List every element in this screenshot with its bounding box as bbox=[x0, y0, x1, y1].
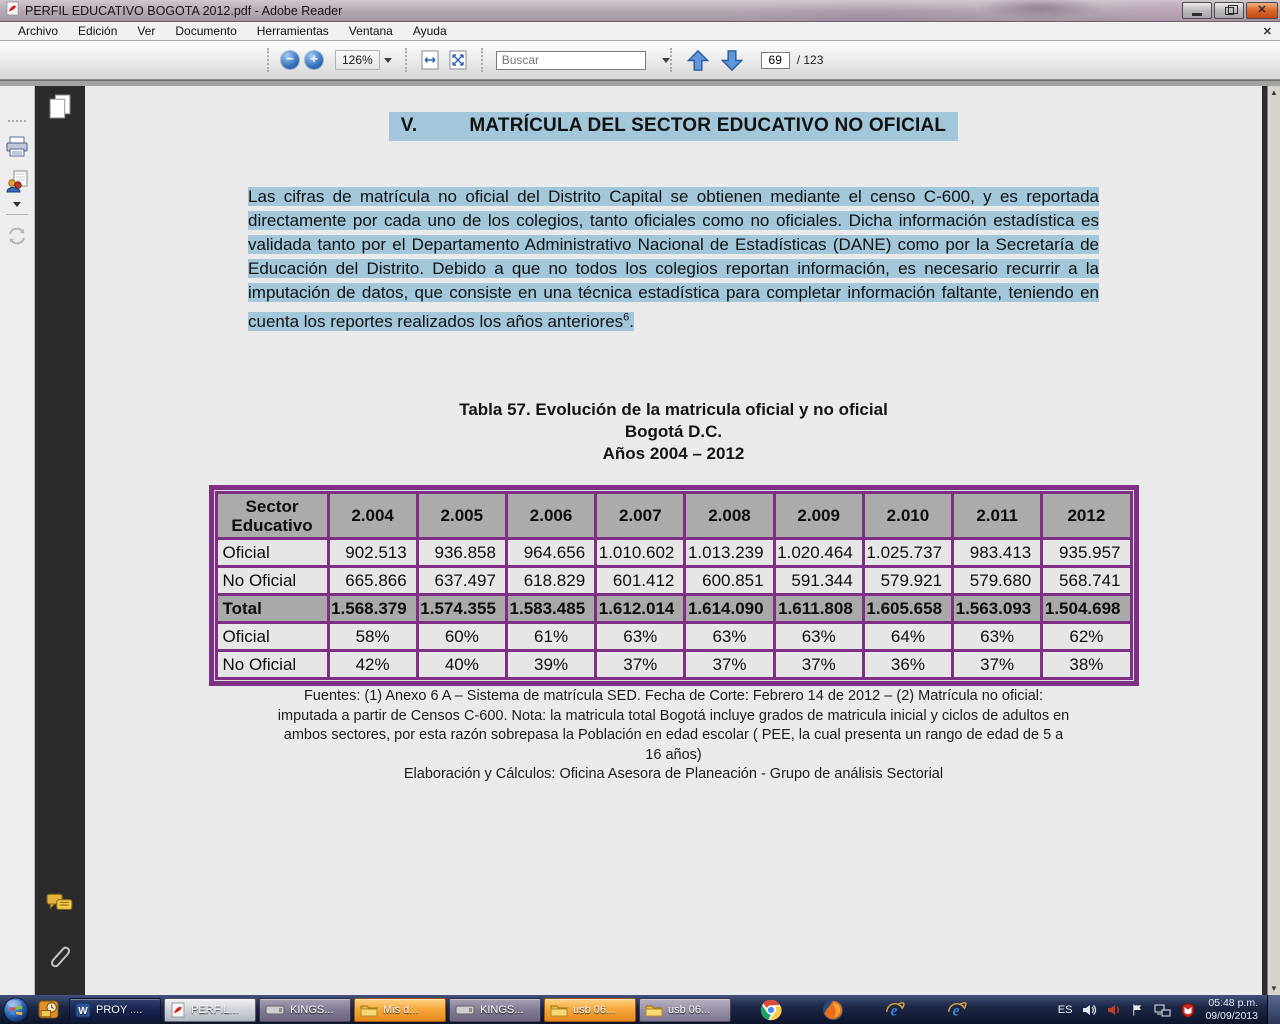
footnote-reference: 6 bbox=[623, 311, 630, 323]
show-desktop-button[interactable] bbox=[1267, 995, 1280, 1024]
word-icon bbox=[75, 1002, 91, 1018]
section-numeral: V. bbox=[400, 115, 418, 136]
table-caption bbox=[85, 399, 1262, 465]
body-paragraph bbox=[248, 185, 1099, 334]
menu-documento[interactable]: Documento bbox=[175, 24, 237, 38]
antivirus-shield-icon[interactable] bbox=[1180, 1002, 1196, 1018]
pages-panel-icon[interactable] bbox=[46, 93, 73, 125]
clock[interactable] bbox=[1205, 997, 1258, 1022]
taskbar-button[interactable] bbox=[354, 998, 446, 1022]
taskbar-buttons bbox=[69, 998, 731, 1022]
toolbar-grip bbox=[481, 48, 483, 72]
menu-ayuda[interactable]: Ayuda bbox=[412, 24, 447, 38]
tray-time: 05:48 p.m. bbox=[1208, 997, 1258, 1009]
search-dropdown-icon[interactable] bbox=[662, 52, 670, 69]
table-cell: 579.921 bbox=[863, 567, 952, 595]
taskbar-button[interactable] bbox=[449, 998, 541, 1022]
table-cell: 964.656 bbox=[506, 539, 595, 567]
window-controls bbox=[1182, 2, 1278, 19]
column-header: Sector Educativo bbox=[216, 493, 328, 539]
table-cell: 37% bbox=[685, 651, 774, 679]
drive-icon bbox=[265, 1003, 285, 1017]
menu-bar bbox=[0, 22, 1280, 41]
table-cell: 637.497 bbox=[417, 567, 506, 595]
collaborate-button[interactable] bbox=[5, 170, 29, 199]
table-cell: 618.829 bbox=[506, 567, 595, 595]
menu-herramientas[interactable]: Herramientas bbox=[256, 24, 329, 38]
close-icon: ✕ bbox=[1257, 4, 1267, 16]
comments-panel-icon[interactable] bbox=[46, 892, 74, 921]
restore-icon bbox=[1225, 7, 1234, 15]
table-cell: 62% bbox=[1042, 623, 1131, 651]
zoom-out-button[interactable]: − bbox=[281, 51, 299, 69]
toolbar-grip bbox=[8, 120, 26, 122]
taskbar-button-label: KINGS... bbox=[290, 1003, 334, 1016]
column-header: 2.007 bbox=[596, 493, 685, 539]
table-cell: 579.680 bbox=[953, 567, 1042, 595]
table-row bbox=[216, 567, 1131, 595]
page-number-field[interactable] bbox=[761, 52, 790, 69]
outlook-icon[interactable] bbox=[38, 999, 59, 1020]
page-count-label: / 123 bbox=[796, 53, 824, 67]
table-cell: 1.025.737 bbox=[863, 539, 952, 567]
taskbar-button[interactable] bbox=[639, 998, 731, 1022]
taskbar-button[interactable] bbox=[69, 998, 161, 1022]
source-note-line: ambos sectores, por esta razón sobrepasa la Población en edad escolar ( PEE, la cual presenta un rango de edad de 5 a bbox=[283, 727, 1064, 743]
table-cell: 1.013.239 bbox=[685, 539, 774, 567]
table-frame bbox=[209, 485, 1139, 686]
minimize-button[interactable] bbox=[1182, 2, 1212, 19]
close-document-icon[interactable]: ✕ bbox=[1262, 25, 1272, 38]
table-cell: 665.866 bbox=[328, 567, 417, 595]
table-cell: 935.957 bbox=[1042, 539, 1131, 567]
ie-icon[interactable] bbox=[946, 999, 968, 1021]
section-title: MATRÍCULA DEL SECTOR EDUCATIVO NO OFICIAL bbox=[469, 115, 947, 136]
volume-icon[interactable] bbox=[1081, 1002, 1097, 1018]
zoom-level-field[interactable]: 126% bbox=[335, 50, 380, 70]
sync-button-disabled bbox=[5, 224, 29, 253]
document-page bbox=[85, 86, 1262, 995]
taskbar-button-label: Mis d... bbox=[383, 1003, 419, 1016]
taskbar-button[interactable] bbox=[259, 998, 351, 1022]
taskbar-button[interactable] bbox=[164, 998, 256, 1022]
toolbar-grip bbox=[405, 48, 407, 72]
paragraph-period: . bbox=[629, 311, 635, 331]
table-caption-line: Tabla 57. Evolución de la matricula oficial y no oficial bbox=[459, 400, 888, 419]
table-cell: 1.574.355 bbox=[417, 595, 506, 623]
table-cell: 1.563.093 bbox=[953, 595, 1042, 623]
table-cell: 63% bbox=[953, 623, 1042, 651]
menu-ventana[interactable]: Ventana bbox=[348, 24, 393, 38]
pdf-file-icon bbox=[5, 1, 20, 21]
table-cell: 902.513 bbox=[328, 539, 417, 567]
restore-button[interactable] bbox=[1214, 2, 1244, 19]
start-button[interactable] bbox=[3, 997, 29, 1023]
attachments-panel-icon[interactable] bbox=[49, 944, 71, 981]
firefox-icon[interactable] bbox=[822, 999, 844, 1021]
network-icon[interactable] bbox=[1153, 1002, 1171, 1018]
table-cell: 1.605.658 bbox=[863, 595, 952, 623]
pdf-icon bbox=[170, 1002, 186, 1018]
menu-list bbox=[8, 24, 457, 38]
flag-icon[interactable] bbox=[1131, 1002, 1144, 1018]
left-toolbar bbox=[0, 86, 35, 995]
table-row bbox=[216, 623, 1131, 651]
row-label: No Oficial bbox=[216, 651, 328, 679]
column-header: 2012 bbox=[1042, 493, 1131, 539]
toolbar bbox=[0, 41, 1280, 80]
tray-date: 09/09/2013 bbox=[1205, 1009, 1258, 1022]
table-cell: 591.344 bbox=[774, 567, 863, 595]
column-header: 2.008 bbox=[685, 493, 774, 539]
quick-launch bbox=[760, 999, 968, 1021]
main-area bbox=[0, 86, 1280, 995]
table-cell: 63% bbox=[774, 623, 863, 651]
svg-text:e: e bbox=[952, 1002, 960, 1019]
table-cell: 1.583.485 bbox=[506, 595, 595, 623]
table-cell: 983.413 bbox=[953, 539, 1042, 567]
table-cell: 38% bbox=[1042, 651, 1131, 679]
source-notes bbox=[85, 687, 1262, 785]
drive-icon bbox=[455, 1003, 475, 1017]
search-input[interactable] bbox=[497, 53, 662, 67]
table-cell: 64% bbox=[863, 623, 952, 651]
table-cell: 61% bbox=[506, 623, 595, 651]
table-cell: 40% bbox=[417, 651, 506, 679]
column-header: 2.011 bbox=[953, 493, 1042, 539]
taskbar-button[interactable] bbox=[544, 998, 636, 1022]
table-cell: 1.568.379 bbox=[328, 595, 417, 623]
system-tray bbox=[1058, 997, 1258, 1022]
taskbar-button-label: usb 06... bbox=[668, 1003, 711, 1016]
toolbar-grip bbox=[670, 48, 672, 72]
row-label: Oficial bbox=[216, 623, 328, 651]
table-caption-line: Años 2004 – 2012 bbox=[602, 444, 745, 463]
table-caption-line: Bogotá D.C. bbox=[624, 422, 723, 441]
menu-ver[interactable]: Ver bbox=[137, 24, 156, 38]
table-cell: 42% bbox=[328, 651, 417, 679]
svg-text:e: e bbox=[890, 1002, 898, 1019]
source-note-line: imputada a partir de Censos C-600. Nota: la matricula total Bogotá incluye grados de matricula inicial y ciclos de adultos en bbox=[277, 707, 1070, 724]
table-cell: 1.614.090 bbox=[685, 595, 774, 623]
scroll-up-icon[interactable]: ▲ bbox=[1270, 88, 1278, 97]
menu-archivo[interactable]: Archivo bbox=[18, 24, 59, 38]
volume-muted-icon[interactable] bbox=[1106, 1002, 1122, 1018]
table-row bbox=[216, 595, 1131, 623]
table-cell: 37% bbox=[596, 651, 685, 679]
folder-icon bbox=[550, 1003, 568, 1017]
language-indicator[interactable]: ES bbox=[1057, 1003, 1073, 1016]
window-title: PERFIL EDUCATIVO BOGOTA 2012.pdf - Adobe Reader bbox=[25, 3, 343, 18]
column-header: 2.010 bbox=[863, 493, 952, 539]
svg-text:W: W bbox=[78, 1005, 88, 1017]
matricula-table bbox=[215, 491, 1133, 680]
taskbar-button-label: usb 06... bbox=[573, 1003, 616, 1016]
table-cell: 1.612.014 bbox=[596, 595, 685, 623]
zoom-dropdown-icon[interactable] bbox=[384, 58, 392, 63]
table-cell: 39% bbox=[506, 651, 595, 679]
taskbar-button-label: PROY .... bbox=[96, 1003, 143, 1016]
column-header: 2.004 bbox=[328, 493, 417, 539]
table-cell: 37% bbox=[953, 651, 1042, 679]
chevron-down-icon[interactable] bbox=[13, 202, 21, 207]
table-cell: 600.851 bbox=[685, 567, 774, 595]
table-cell: 1.611.808 bbox=[774, 595, 863, 623]
taskbar-button-label: KINGS... bbox=[480, 1003, 524, 1016]
fit-width-button[interactable] bbox=[420, 50, 440, 70]
next-page-button[interactable] bbox=[719, 49, 745, 72]
previous-page-button[interactable] bbox=[685, 49, 711, 72]
folder-icon bbox=[645, 1003, 663, 1017]
table-row bbox=[216, 539, 1131, 567]
table-row bbox=[216, 651, 1131, 679]
chrome-icon[interactable] bbox=[760, 999, 782, 1021]
table-cell: 936.858 bbox=[417, 539, 506, 567]
table-cell: 1.504.698 bbox=[1042, 595, 1131, 623]
table-cell: 568.741 bbox=[1042, 567, 1131, 595]
taskbar-button-label: PERFIL... bbox=[191, 1003, 239, 1016]
scroll-down-icon[interactable]: ▼ bbox=[1270, 984, 1278, 993]
table-cell: 60% bbox=[417, 623, 506, 651]
source-note-line: Fuentes: (1) Anexo 6 A – Sistema de matrícula SED. Fecha de Corte: Febrero 14 de 2012 – (2) Matrícula no oficial: bbox=[303, 688, 1044, 704]
column-header: 2.009 bbox=[774, 493, 863, 539]
source-note-line: 16 años) bbox=[645, 746, 702, 763]
row-label: Total bbox=[216, 595, 328, 623]
row-label: No Oficial bbox=[216, 567, 328, 595]
search-combobox bbox=[496, 51, 646, 70]
source-note-line: Elaboración y Cálculos: Oficina Asesora de Planeación - Grupo de análisis Sectorial bbox=[403, 766, 944, 782]
column-header: 2.005 bbox=[417, 493, 506, 539]
table-cell: 37% bbox=[774, 651, 863, 679]
table-cell: 63% bbox=[596, 623, 685, 651]
highlighted-heading bbox=[389, 112, 958, 141]
section-heading bbox=[85, 112, 1262, 141]
fit-page-button[interactable] bbox=[448, 50, 468, 70]
toolbar-grip bbox=[267, 48, 269, 72]
folder-icon bbox=[360, 1003, 378, 1017]
print-button[interactable] bbox=[5, 135, 29, 164]
toolbar-separator bbox=[6, 214, 28, 215]
taskbar bbox=[0, 995, 1280, 1024]
table-cell: 63% bbox=[685, 623, 774, 651]
title-bar bbox=[0, 0, 1280, 22]
ie-icon[interactable] bbox=[884, 999, 906, 1021]
zoom-in-button[interactable]: + bbox=[305, 51, 323, 69]
table-header-row bbox=[216, 493, 1131, 539]
table-cell: 601.412 bbox=[596, 567, 685, 595]
minimize-icon bbox=[1192, 13, 1202, 16]
paragraph-text: Las cifras de matrícula no oficial del Distrito Capital se obtienen mediante el censo C-600, y es reportada directamente por cada uno de los colegios, tanto oficiales como no oficiales. Dicha información estadística es validada tanto por el Departamento Administrativo Nacional de Estadísticas (DANE) como por la Secretaría de Educación del Distrito. Debido a que no todos los colegios reportan información, es necesario recurrir a la imputación de datos, que consiste en una técnica estadística para completar información faltante, teniendo en cuenta los reportes realizados los años anteriores bbox=[248, 187, 1099, 331]
close-button[interactable] bbox=[1246, 2, 1278, 19]
table-cell: 1.010.602 bbox=[596, 539, 685, 567]
menu-edicion[interactable]: Edición bbox=[78, 24, 118, 38]
table-cell: 36% bbox=[863, 651, 952, 679]
vertical-scrollbar[interactable] bbox=[1267, 86, 1280, 995]
table-cell: 1.020.464 bbox=[774, 539, 863, 567]
table-cell: 58% bbox=[328, 623, 417, 651]
navigation-pane bbox=[35, 86, 85, 995]
column-header: 2.006 bbox=[506, 493, 595, 539]
row-label: Oficial bbox=[216, 539, 328, 567]
